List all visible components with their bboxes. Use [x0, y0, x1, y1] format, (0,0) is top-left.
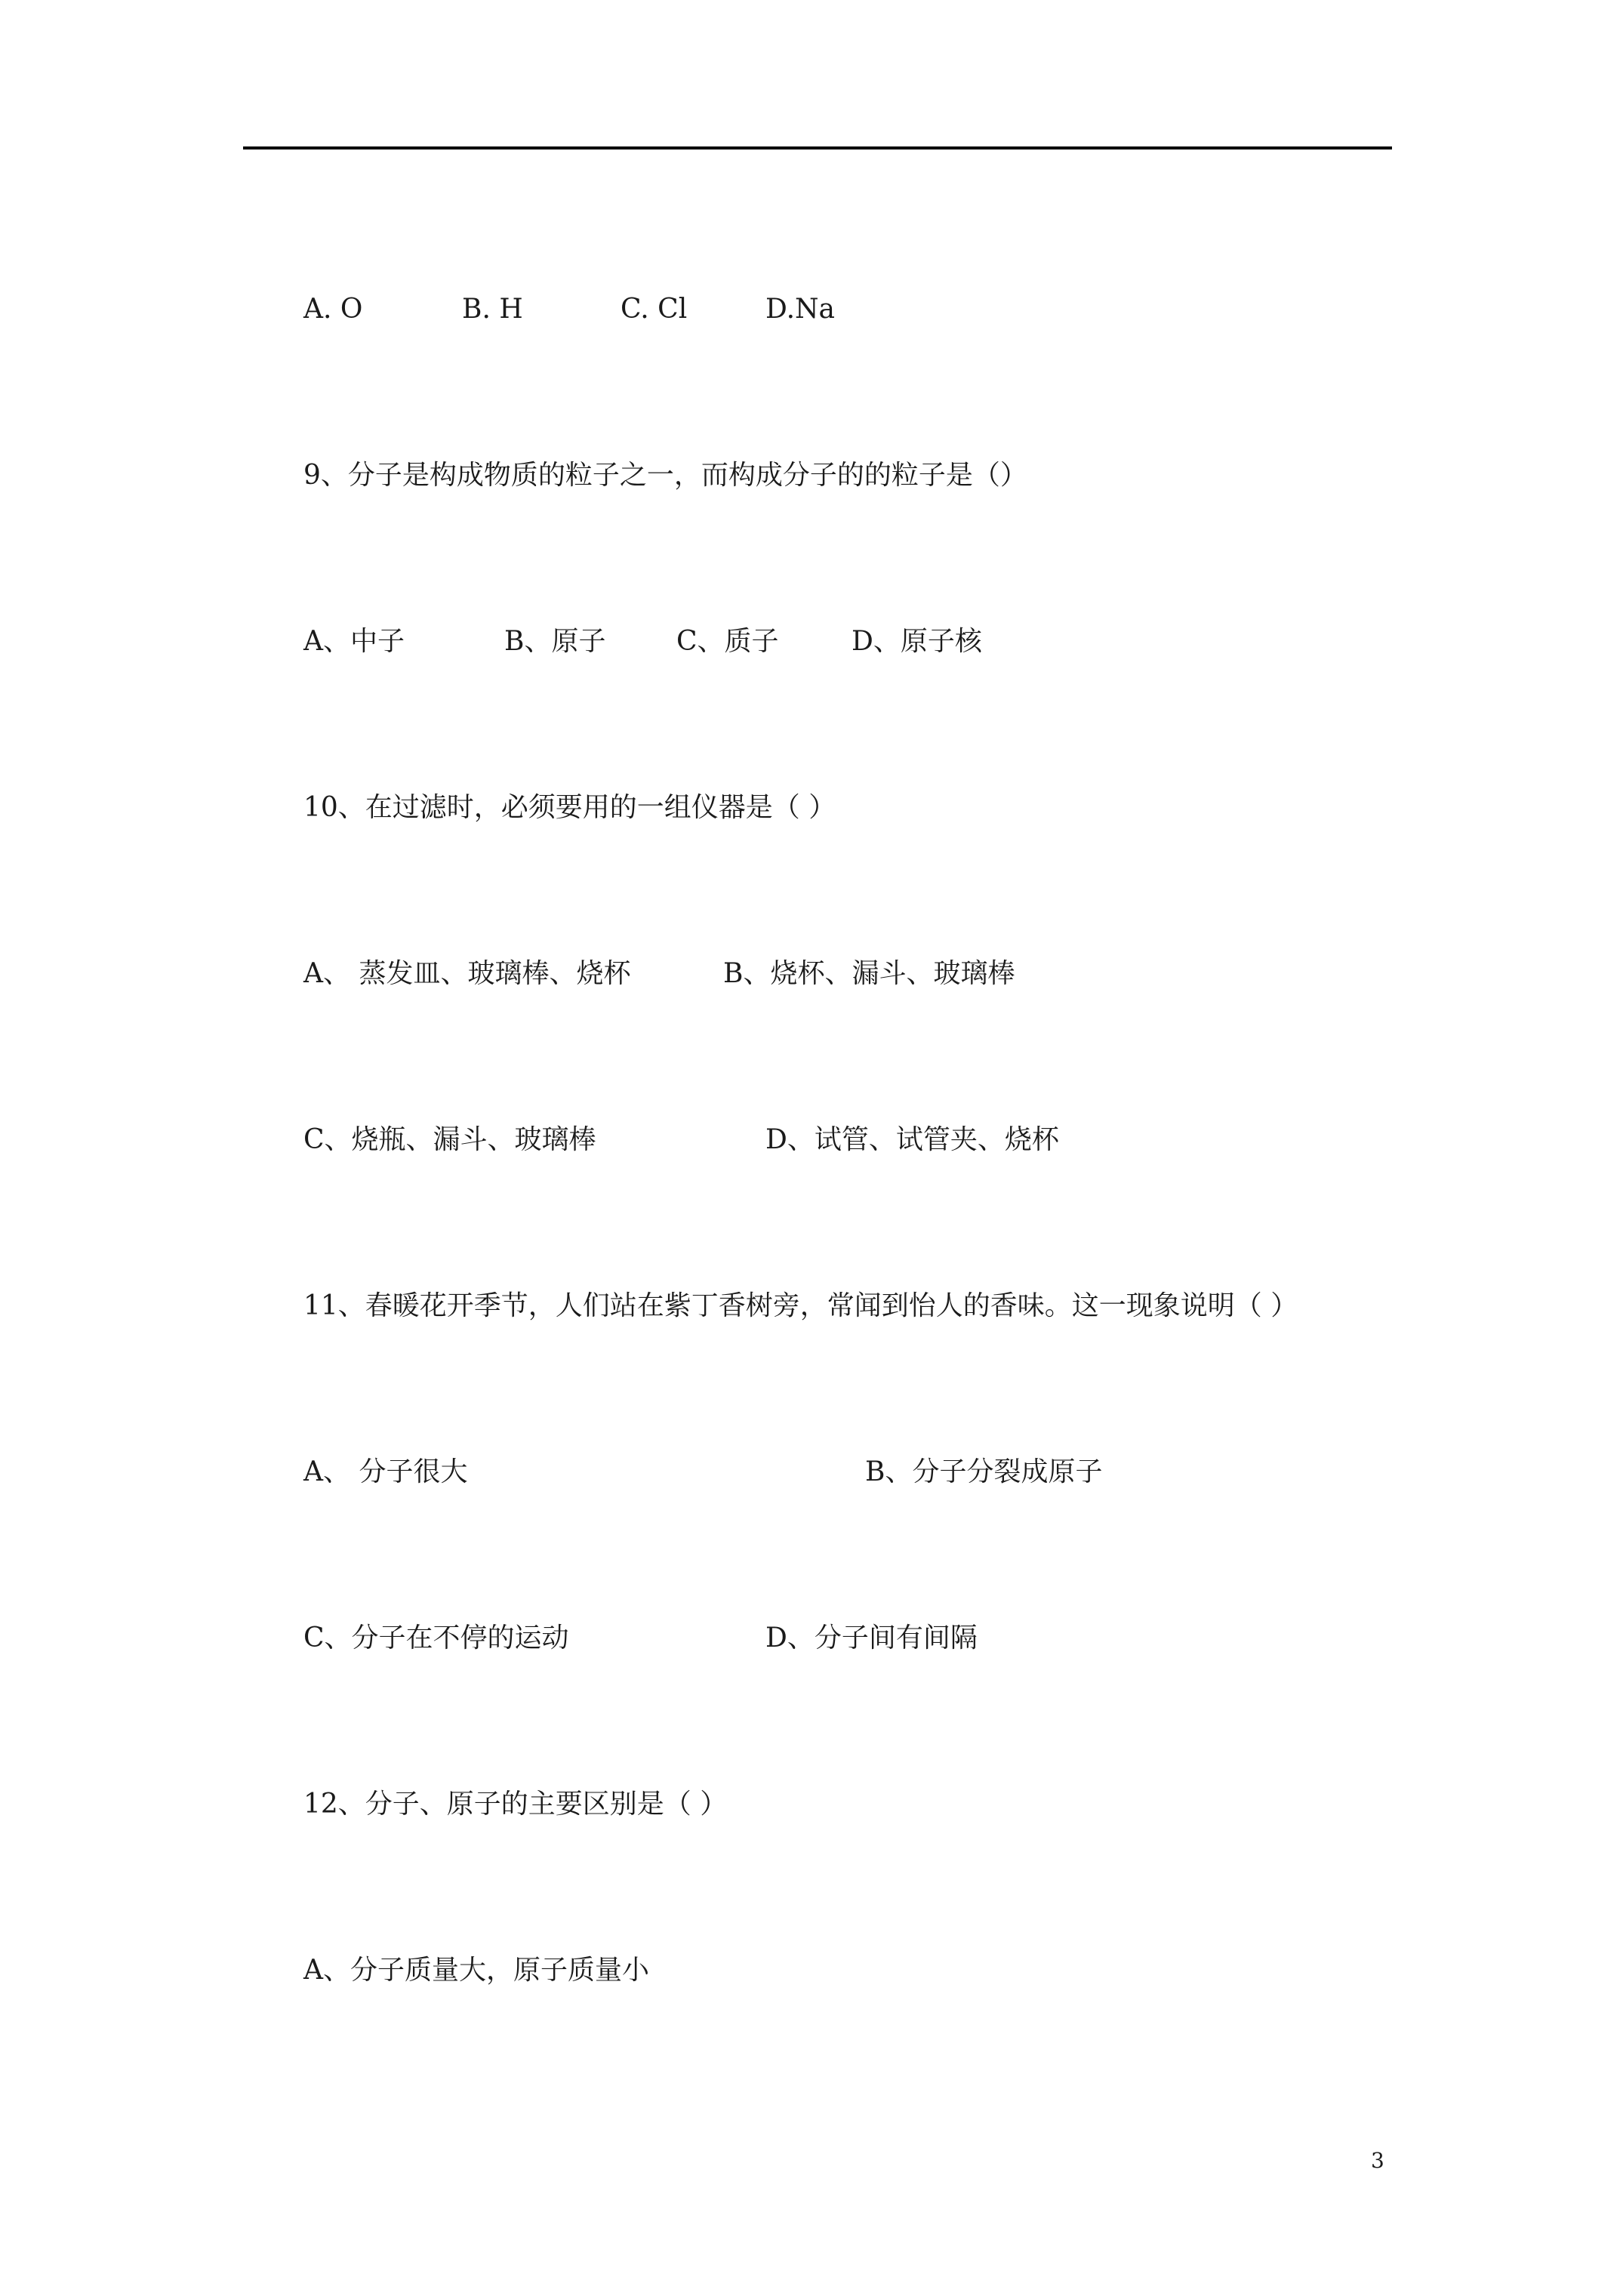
q8-option-a: A. O: [303, 294, 363, 325]
page-number: 3: [1371, 2148, 1384, 2173]
q9-option-d: D、原子核: [852, 626, 982, 657]
q11-option-b: B、分子分裂成原子: [865, 1456, 1103, 1487]
q11-stem: 11、春暖花开季节，人们站在紫丁香树旁，常闻到怡人的香味。这一现象说明（ ）: [303, 1290, 1298, 1321]
q9-stem: 9、分子是构成物质的粒子之一，而构成分子的的粒子是（）: [303, 460, 1027, 491]
q11-option-c: C、分子在不停的运动: [303, 1623, 569, 1653]
q8-option-b: B. H: [462, 294, 523, 325]
q11-option-d: D、分子间有间隔: [765, 1623, 978, 1653]
q10-option-d: D、试管、试管夹、烧杯: [765, 1124, 1059, 1155]
q10-stem: 10、在过滤时，必须要用的一组仪器是（ ）: [303, 792, 836, 823]
header-rule: [243, 146, 1392, 149]
q9-option-a: A、中子: [303, 626, 405, 657]
q9-option-b: B、原子: [504, 626, 606, 657]
q11-option-a: A、 分子很大: [303, 1456, 468, 1487]
q9-option-c: C、质子: [676, 626, 779, 657]
q12-stem: 12、分子、原子的主要区别是（ ）: [303, 1789, 728, 1820]
q8-option-d: D.Na: [765, 294, 835, 325]
q10-option-c: C、烧瓶、漏斗、玻璃棒: [303, 1124, 596, 1155]
q8-option-c: C. Cl: [621, 294, 688, 325]
q10-option-a: A、 蒸发皿、玻璃棒、烧杯: [303, 958, 631, 989]
q10-option-b: B、烧杯、漏斗、玻璃棒: [723, 958, 1015, 989]
q12-option-a: A、分子质量大，原子质量小: [303, 1955, 649, 1986]
